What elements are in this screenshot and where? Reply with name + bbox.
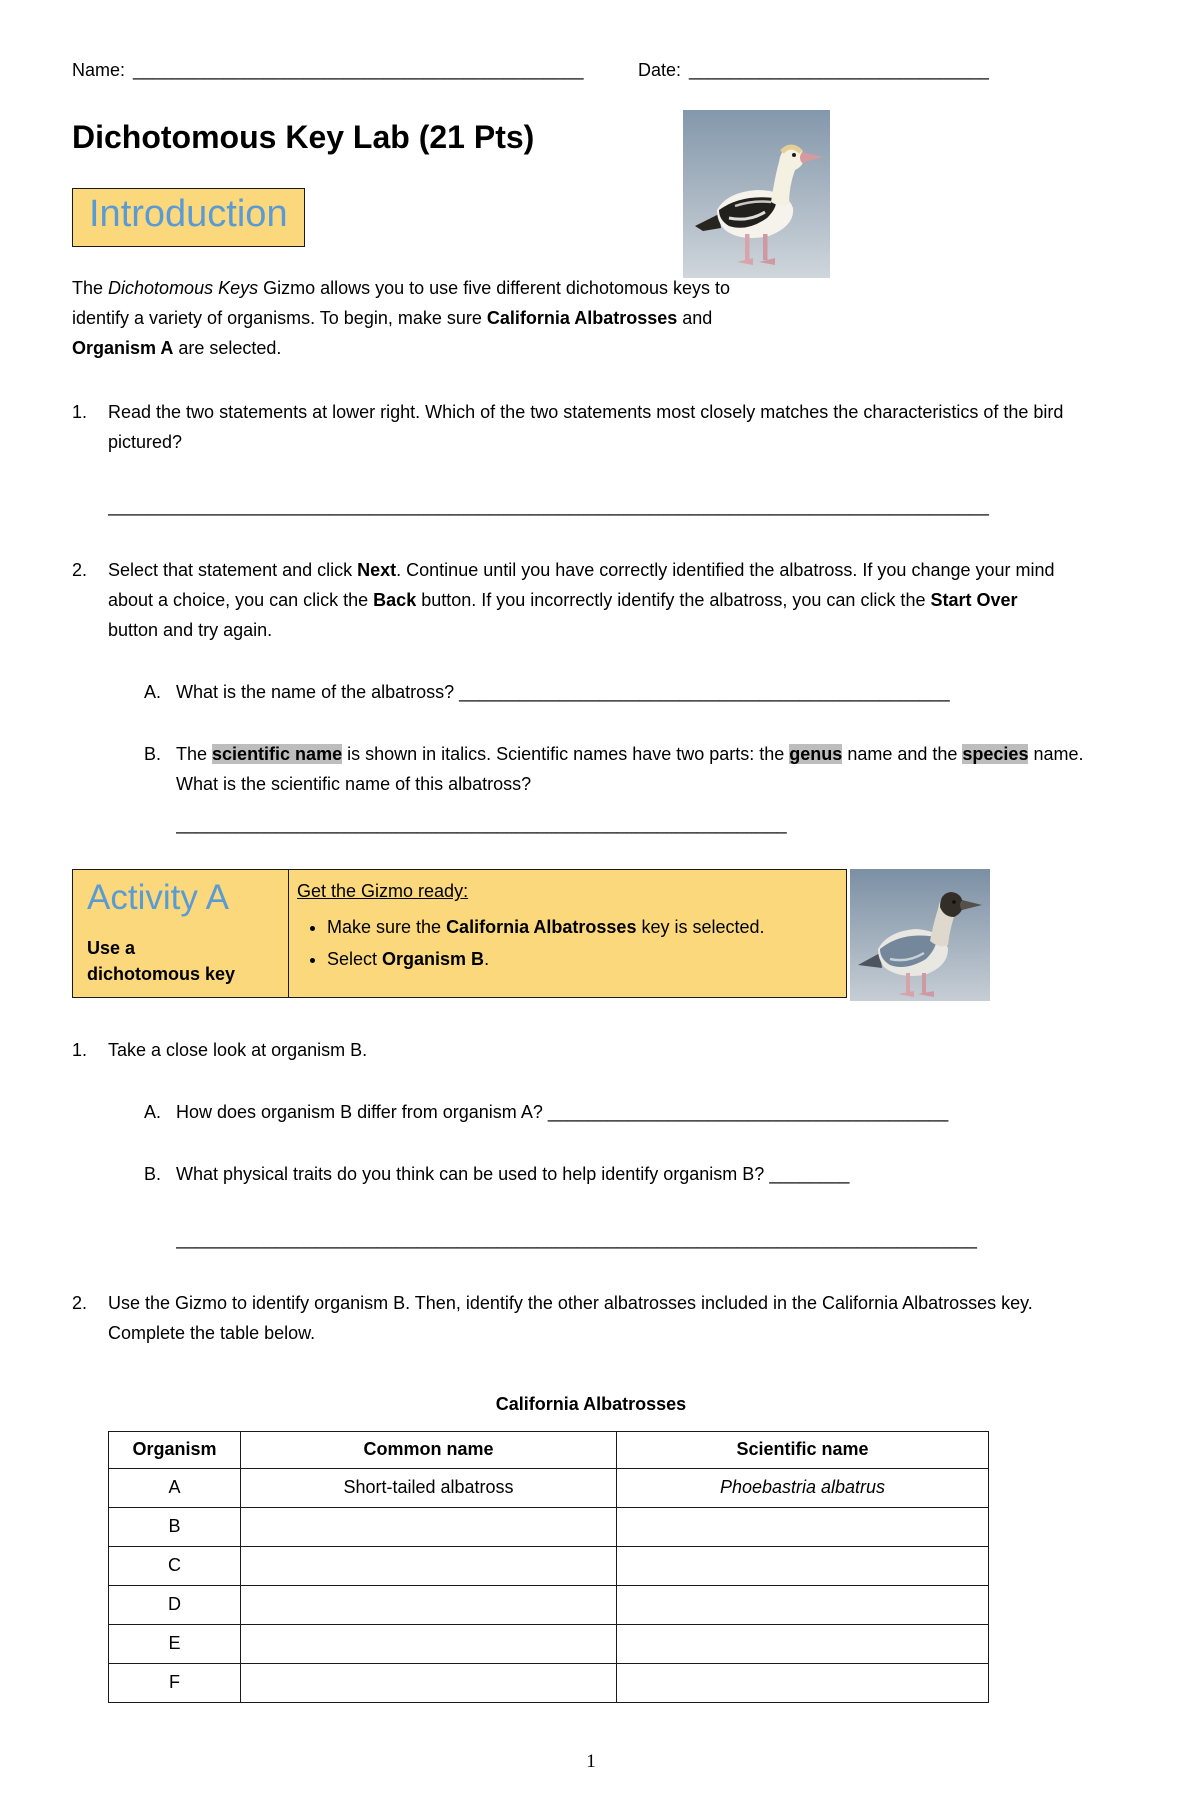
cell-scientific-name	[617, 1663, 989, 1702]
activity-a-subheading: Use a dichotomous key	[87, 937, 236, 984]
text-segment: is shown in italics. Scientific names have two parts: the	[342, 744, 790, 765]
answer-blank-aq1b: ________	[769, 1164, 850, 1185]
text-segment: Select	[327, 949, 383, 970]
cell-common-name	[241, 1585, 617, 1624]
text-segment: Make sure the	[327, 917, 447, 938]
activity-a-section	[72, 869, 1110, 1001]
date-label: Date:	[638, 60, 682, 80]
gizmo-ready-item	[327, 946, 836, 973]
text-segment: name. What is the scientific name of this albatross?	[176, 744, 1084, 795]
table-row	[109, 1663, 989, 1702]
name-blank: _____________________________________________	[133, 60, 584, 80]
text-segment: key is selected.	[636, 917, 765, 938]
text-segment: button. If you incorrectly identify the albatross, you can click the	[416, 590, 931, 611]
keyword-next: Next	[357, 560, 397, 581]
question-1	[72, 397, 1110, 457]
answer-blank-q2b: _____________________________________________________________	[176, 814, 787, 835]
cell-scientific-name	[617, 1624, 989, 1663]
table-row	[109, 1546, 989, 1585]
item-number: 2.	[72, 560, 88, 581]
page-number: 1	[586, 1750, 596, 1772]
sub-letter: A.	[144, 1102, 162, 1123]
cell-common-name: Short-tailed albatross	[241, 1468, 617, 1507]
albatross-b-photo	[850, 869, 990, 1001]
introduction-paragraph	[72, 273, 742, 363]
california-albatrosses-table	[108, 1431, 989, 1703]
cell-common-name	[241, 1507, 617, 1546]
text-segment: What is the name of the albatross?	[176, 682, 460, 703]
question-2-text	[108, 555, 1068, 645]
activity-a-box	[72, 869, 847, 997]
albatross-a-photo	[683, 110, 830, 278]
header-organism: Organism	[109, 1431, 241, 1468]
question-1-text: Read the two statements at lower right. Which of the two statements most closely matches the characteristics of the bird pictured?	[108, 401, 1064, 452]
keyword-california-albatrosses: California Albatrosses	[446, 917, 637, 938]
activity-question-2-text: Use the Gizmo to identify organism B. Then, identify the other albatrosses included in the California Albatrosses key. Complete the table below.	[108, 1292, 1033, 1343]
item-number: 1.	[72, 401, 88, 422]
gizmo-ready-cell	[289, 870, 846, 996]
item-number: 1.	[72, 1040, 88, 1061]
name-line	[72, 58, 638, 83]
term-scientific-name: scientific name	[212, 744, 343, 765]
keyword-california-albatrosses: California Albatrosses	[486, 307, 678, 328]
question-2b	[144, 739, 1110, 839]
text-segment: . Continue until you have correctly identified the albatross. If you change your mind about a choice, you can click the	[108, 560, 1055, 611]
sub-letter: A.	[144, 682, 162, 703]
table-row	[109, 1585, 989, 1624]
table-title: California Albatrosses	[495, 1393, 687, 1414]
bird-leg	[763, 234, 768, 260]
bird-eye	[952, 901, 956, 905]
gizmo-name: Dichotomous Keys	[108, 277, 259, 298]
cell-scientific-name	[617, 1507, 989, 1546]
keyword-organism-b: Organism B	[382, 949, 485, 970]
text-segment: The	[72, 277, 109, 298]
keyword-back: Back	[373, 590, 417, 611]
date-line	[638, 58, 989, 83]
activity-question-1a	[144, 1097, 1110, 1127]
activity-a-heading: Activity A	[87, 878, 229, 918]
bird-leg	[906, 973, 910, 993]
bird-leg	[922, 973, 926, 993]
cell-organism: E	[109, 1624, 241, 1663]
text-segment: name and the	[842, 744, 963, 765]
cell-scientific-name: Phoebastria albatrus	[617, 1468, 989, 1507]
cell-common-name	[241, 1624, 617, 1663]
question-2a-text	[176, 677, 950, 707]
question-2b-text	[176, 739, 1110, 839]
term-species: species	[962, 744, 1029, 765]
term-genus: genus	[789, 744, 843, 765]
header-scientific-name: Scientific name	[617, 1431, 989, 1468]
question-2a	[144, 677, 1110, 707]
cell-organism: F	[109, 1663, 241, 1702]
date-blank: ______________________________	[689, 60, 990, 80]
item-number: 2.	[72, 1292, 88, 1313]
cell-common-name	[241, 1546, 617, 1585]
text-segment: What physical traits do you think can be used to help identify organism B?	[176, 1164, 770, 1185]
table-row	[109, 1507, 989, 1546]
keyword-organism-a: Organism A	[72, 337, 174, 358]
introduction-heading: Introduction	[72, 188, 305, 247]
activity-a-title-cell	[73, 870, 289, 996]
cell-organism: D	[109, 1585, 241, 1624]
bird-leg	[745, 234, 750, 260]
activity-question-1	[72, 1035, 1110, 1065]
cell-scientific-name	[617, 1546, 989, 1585]
answer-blank-q2a: _________________________________________________	[459, 682, 950, 703]
activity-question-1b	[144, 1159, 1110, 1189]
keyword-start-over: Start Over	[930, 590, 1018, 611]
activity-question-1a-text	[176, 1097, 948, 1127]
cell-organism: C	[109, 1546, 241, 1585]
text-segment: and	[677, 307, 713, 328]
text-segment: .	[484, 949, 490, 970]
cell-scientific-name	[617, 1585, 989, 1624]
text-segment: Gizmo allows you to use five different dichotomous keys to identify a variety of organisms. To begin, make sure	[72, 277, 731, 328]
activity-question-1b-text	[176, 1159, 849, 1189]
table-row	[109, 1624, 989, 1663]
answer-blank-aq1: ________________________________________________________________________________	[176, 1228, 977, 1249]
name-label: Name:	[72, 60, 126, 80]
activity-question-2	[72, 1288, 1110, 1348]
gizmo-ready-item	[327, 914, 836, 941]
name-date-row	[72, 58, 1110, 83]
text-segment: Select that statement and click	[108, 560, 358, 581]
sub-letter: B.	[144, 744, 162, 765]
sub-letter: B.	[144, 1164, 162, 1185]
answer-blank-aq1a: ________________________________________	[547, 1102, 949, 1123]
question-2	[72, 555, 1110, 645]
text-segment: button and try again.	[108, 620, 273, 641]
text-segment: are selected.	[173, 337, 282, 358]
text-segment: The	[176, 744, 213, 765]
answer-blank-q1: ________________________________________________________________________________________	[108, 496, 989, 517]
page-title: Dichotomous Key Lab (21 Pts)	[72, 119, 535, 156]
cell-common-name	[241, 1663, 617, 1702]
gizmo-ready-label: Get the Gizmo ready:	[297, 881, 469, 902]
text-segment: How does organism B differ from organism A?	[176, 1102, 548, 1123]
table-header-row	[109, 1431, 989, 1468]
cell-organism: B	[109, 1507, 241, 1546]
cell-organism: A	[109, 1468, 241, 1507]
gizmo-ready-list	[297, 914, 836, 973]
header-common-name: Common name	[241, 1431, 617, 1468]
bird-eye	[792, 153, 796, 157]
table-row	[109, 1468, 989, 1507]
activity-question-1-text: Take a close look at organism B.	[108, 1040, 368, 1061]
